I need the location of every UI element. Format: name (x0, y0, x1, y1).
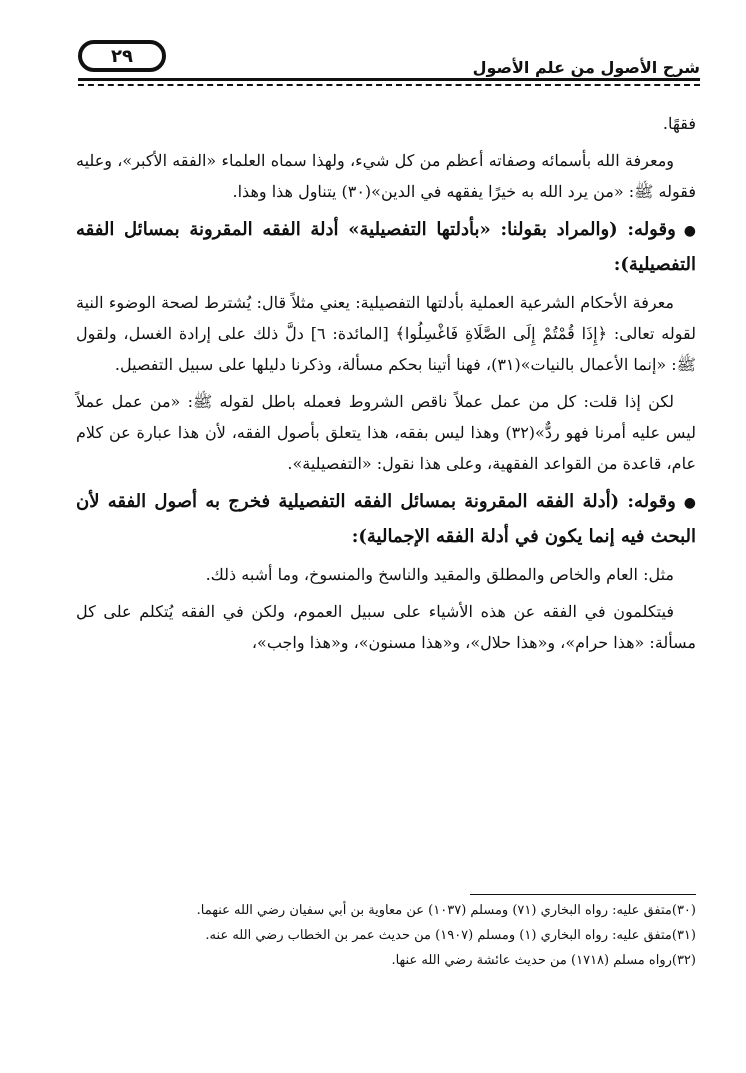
section-heading (76, 485, 696, 553)
heading-text: وقوله: (أدلة الفقه المقرونة بمسائل الفقه التفصيلية فخرج به أصول الفقه لأن البحث فيه إنما يكون في أدلة الفقه الإجمالية): (76, 491, 696, 547)
bullet-icon: ● (683, 495, 696, 511)
main-text (76, 108, 696, 664)
paragraph: ومعرفة الله بأسمائه وصفاته أعظم من كل شيء، ولهذا سماه العلماء «الفقه الأكبر»، وعليه فقوله ﷺ: «من يرد الله به خيرًا يفقهه في الدين»(٣٠) يتناول هذا وهذا. (76, 151, 696, 201)
paragraph: فيتكلمون في الفقه عن هذه الأشياء على سبيل العموم، ولكن في الفقه يُتكلم على كل مسألة: «هذا حرام»، و«هذا حلال»، و«هذا مسنون»، و«هذا واجب»، (76, 602, 696, 652)
page-number: ٢٩ (111, 45, 133, 67)
footnote: (٣٢)رواه مسلم (١٧١٨) من حديث عائشة رضي الله عنها. (391, 953, 696, 968)
page-number-badge (78, 40, 166, 72)
footnotes (76, 898, 696, 973)
bullet-icon: ● (683, 223, 696, 239)
paragraph: لكن إذا قلت: كل من عمل عملاً ناقص الشروط فعمله باطل لقوله ﷺ: «من عمل عملاً ليس عليه أمرنا فهو ردٌّ»(٣٢) وهذا ليس بفقه، هذا يتعلق بأصول الفقه، لأن هذا عبارة عن كلام عام، قاعدة من القواعد الفقهية، وعلى هذا نقول: «التفصيلية». (76, 392, 696, 473)
heading-text: وقوله: (والمراد بقولنا: «بأدلتها التفصيلية» أدلة الفقه المقرونة بمسائل الفقه التفصيلية): (76, 219, 696, 275)
footnote-rule (470, 894, 696, 895)
paragraph: مثل: العام والخاص والمطلق والمقيد والناسخ والمنسوخ، وما أشبه ذلك. (205, 565, 674, 584)
paragraph: معرفة الأحكام الشرعية العملية بأدلتها التفصيلية: يعني مثلاً قال: يُشترط لصحة الوضوء النية لقوله تعالى: ﴿إِذَا قُمْتُمْ إِلَى الصَّلَاةِ فَاغْسِلُوا﴾ [المائدة: ٦] دلَّ ذلك على إرادة الغسل، ولقول ﷺ: «إنما الأعمال بالنيات»(٣١)، فهنا أتينا بحكم مسألة، وذكرنا دليلها على سبيل التفصيل. (76, 293, 696, 374)
paragraph: فقهًا. (662, 114, 696, 133)
header-rule (78, 78, 700, 81)
section-heading (76, 213, 696, 281)
footnote: (٣٠)متفق عليه: رواه البخاري (٧١) ومسلم (١٠٣٧) عن معاوية بن أبي سفيان رضي الله عنهما. (196, 903, 696, 918)
header-dashed-rule (78, 84, 700, 86)
running-title: شرح الأصول من علم الأصول (472, 58, 700, 77)
footnote: (٣١)متفق عليه: رواه البخاري (١) ومسلم (١٩٠٧) من حديث عمر بن الخطاب رضي الله عنه. (205, 928, 696, 943)
